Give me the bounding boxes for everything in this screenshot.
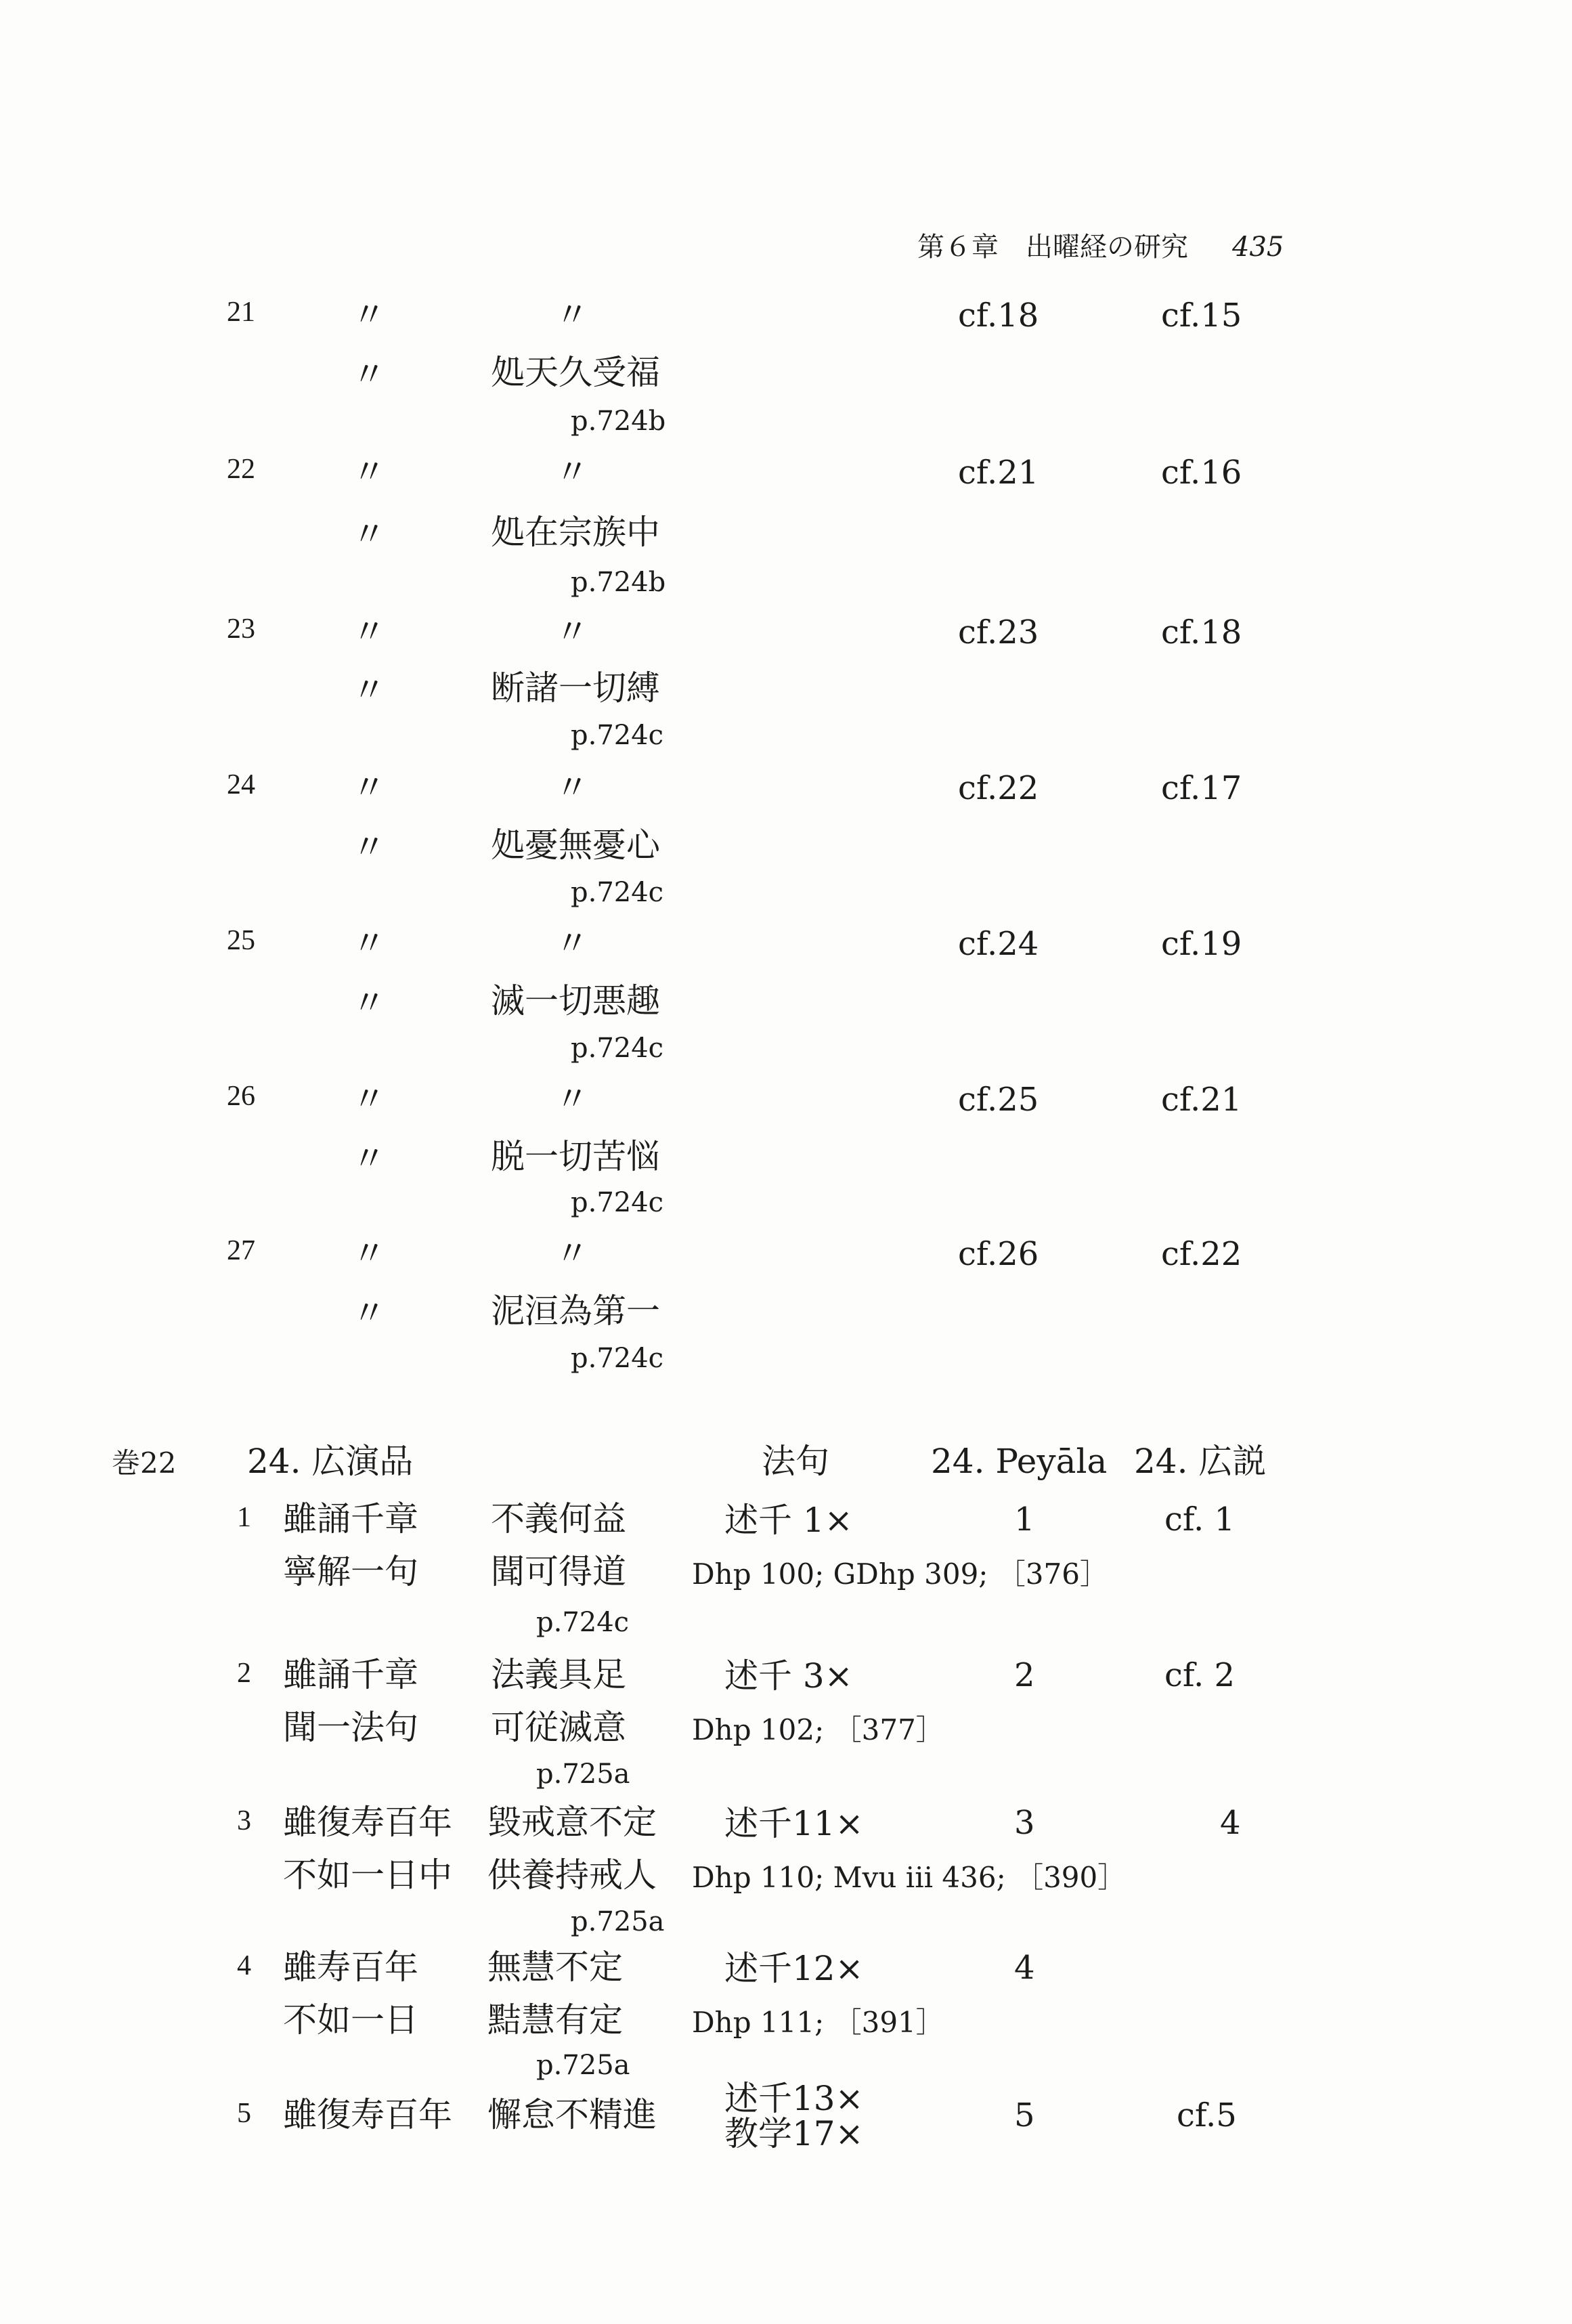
shu-reference: 述千 1× bbox=[724, 1501, 853, 1540]
entry-number: 2 bbox=[237, 1658, 251, 1689]
pali-number: 4 bbox=[1014, 1949, 1035, 1987]
verse-line-a: 雖復寿百年 bbox=[283, 2095, 452, 2134]
sanskrit-reference: cf.5 bbox=[1177, 2096, 1237, 2134]
parallel-references: Dhp 102; ［377］ bbox=[692, 1713, 944, 1746]
ditto-mark: 〃 bbox=[352, 983, 386, 1023]
cf-reference: cf.25 bbox=[958, 1081, 1039, 1119]
page-reference: p.725a bbox=[536, 1759, 630, 1790]
ditto-mark: 〃 bbox=[352, 452, 386, 492]
ditto-mark: 〃 bbox=[555, 768, 589, 807]
ditto-mark: 〃 bbox=[352, 612, 386, 651]
sanskrit-reference: 4 bbox=[1220, 1804, 1241, 1842]
column-header-faju: 法句 bbox=[762, 1442, 829, 1481]
page-reference: p.725a bbox=[536, 2050, 630, 2081]
entry-number: 4 bbox=[237, 1950, 251, 1981]
shu-reference: 述千12× bbox=[724, 1949, 864, 1988]
page-reference: p.724c bbox=[571, 1343, 664, 1374]
verse-phrase: 処天久受福 bbox=[491, 353, 660, 392]
page-reference: p.724c bbox=[571, 1033, 664, 1064]
parallel-references: Dhp 110; Mvu iii 436; ［390］ bbox=[692, 1861, 1127, 1894]
chapter-title: 24. 広演品 bbox=[247, 1442, 414, 1481]
shu-reference: 述千13× bbox=[724, 2079, 864, 2118]
cf-reference: cf.17 bbox=[1161, 769, 1242, 807]
verse-phrase: 脱一切苦悩 bbox=[491, 1137, 660, 1176]
parallel-references: Dhp 100; GDhp 309; ［376］ bbox=[692, 1557, 1108, 1591]
verse-line-b2: 供養持戒人 bbox=[487, 1855, 657, 1895]
pali-number: 1 bbox=[1014, 1501, 1035, 1538]
jiaoxue-reference: 教学17× bbox=[724, 2114, 864, 2153]
ditto-mark: 〃 bbox=[555, 1079, 589, 1119]
ditto-mark: 〃 bbox=[352, 924, 386, 963]
running-header-chapter: 第６章 出曜経の研究 bbox=[917, 232, 1188, 263]
verse-line-b: 毀戒意不定 bbox=[487, 1803, 657, 1842]
ditto-mark: 〃 bbox=[555, 295, 589, 335]
sanskrit-reference: cf. 2 bbox=[1164, 1656, 1235, 1694]
ditto-mark: 〃 bbox=[352, 355, 386, 394]
parallel-references: Dhp 111; ［391］ bbox=[692, 2006, 944, 2039]
ditto-mark: 〃 bbox=[555, 452, 589, 492]
verse-line-b: 不義何益 bbox=[491, 1499, 626, 1538]
verse-line-b: 無慧不定 bbox=[487, 1948, 623, 1987]
ditto-mark: 〃 bbox=[352, 827, 386, 867]
sanskrit-reference: cf. 1 bbox=[1164, 1501, 1235, 1538]
verse-phrase: 滅一切悪趣 bbox=[491, 981, 660, 1020]
ditto-mark: 〃 bbox=[352, 1293, 386, 1333]
cf-reference: cf.22 bbox=[1161, 1235, 1242, 1273]
page-reference: p.724c bbox=[571, 720, 664, 751]
cf-reference: cf.18 bbox=[958, 297, 1039, 335]
ditto-mark: 〃 bbox=[555, 1234, 589, 1273]
verse-line-b2: 聞可得道 bbox=[491, 1552, 626, 1591]
pali-number: 3 bbox=[1014, 1804, 1035, 1842]
column-header-pali: 24. Peyāla bbox=[931, 1442, 1108, 1481]
entry-number: 21 bbox=[227, 297, 255, 328]
pali-number: 5 bbox=[1014, 2096, 1035, 2134]
verse-phrase: 処憂無憂心 bbox=[491, 825, 660, 865]
cf-reference: cf.21 bbox=[958, 454, 1039, 492]
volume-label: 巻22 bbox=[112, 1446, 177, 1480]
verse-line-b: 法義具足 bbox=[491, 1655, 626, 1694]
ditto-mark: 〃 bbox=[352, 295, 386, 335]
shu-reference: 述千 3× bbox=[724, 1656, 853, 1696]
cf-reference: cf.21 bbox=[1161, 1081, 1242, 1119]
entry-number: 1 bbox=[237, 1502, 251, 1533]
page-reference: p.724c bbox=[571, 1187, 664, 1218]
page-reference: p.724b bbox=[571, 406, 666, 437]
verse-line-a: 雖誦千章 bbox=[283, 1655, 418, 1694]
cf-reference: cf.15 bbox=[1161, 297, 1242, 335]
entry-number: 27 bbox=[227, 1235, 255, 1266]
ditto-mark: 〃 bbox=[352, 1234, 386, 1273]
ditto-mark: 〃 bbox=[555, 612, 589, 651]
page-reference: p.725a bbox=[571, 1906, 665, 1937]
entry-number: 5 bbox=[237, 2098, 251, 2129]
verse-line-a2: 聞一法句 bbox=[283, 1708, 418, 1747]
cf-reference: cf.16 bbox=[1161, 454, 1242, 492]
entry-number: 3 bbox=[237, 1805, 251, 1836]
pali-number: 2 bbox=[1014, 1656, 1035, 1694]
cf-reference: cf.26 bbox=[958, 1235, 1039, 1273]
verse-line-a: 雖誦千章 bbox=[283, 1499, 418, 1538]
column-header-sanskrit: 24. 広説 bbox=[1134, 1442, 1267, 1481]
verse-line-a2: 不如一日 bbox=[283, 2000, 418, 2040]
page-number: 435 bbox=[1232, 232, 1284, 263]
cf-reference: cf.24 bbox=[958, 925, 1039, 963]
cf-reference: cf.22 bbox=[958, 769, 1039, 807]
ditto-mark: 〃 bbox=[352, 1079, 386, 1119]
verse-line-b2: 可従滅意 bbox=[491, 1708, 626, 1747]
verse-phrase: 断諸一切縛 bbox=[491, 668, 660, 708]
ditto-mark: 〃 bbox=[352, 670, 386, 710]
verse-line-a: 雖寿百年 bbox=[283, 1948, 418, 1987]
verse-line-b: 懈怠不精進 bbox=[487, 2095, 657, 2134]
verse-phrase: 泥洹為第一 bbox=[491, 1291, 660, 1331]
verse-line-b2: 黠慧有定 bbox=[487, 2000, 623, 2040]
entry-number: 22 bbox=[227, 454, 255, 485]
page-reference: p.724b bbox=[571, 567, 666, 598]
entry-number: 25 bbox=[227, 925, 255, 956]
shu-reference: 述千11× bbox=[724, 1804, 864, 1843]
ditto-mark: 〃 bbox=[352, 1139, 386, 1178]
ditto-mark: 〃 bbox=[555, 924, 589, 963]
cf-reference: cf.18 bbox=[1161, 614, 1242, 651]
verse-line-a2: 寧解一句 bbox=[283, 1552, 418, 1591]
entry-number: 23 bbox=[227, 614, 255, 645]
entry-number: 26 bbox=[227, 1081, 255, 1112]
entry-number: 24 bbox=[227, 769, 255, 800]
cf-reference: cf.19 bbox=[1161, 925, 1242, 963]
cf-reference: cf.23 bbox=[958, 614, 1039, 651]
verse-line-a: 雖復寿百年 bbox=[283, 1803, 452, 1842]
page-reference: p.724c bbox=[536, 1607, 630, 1638]
ditto-mark: 〃 bbox=[352, 768, 386, 807]
verse-phrase: 処在宗族中 bbox=[491, 513, 660, 552]
ditto-mark: 〃 bbox=[352, 515, 386, 554]
page-reference: p.724c bbox=[571, 877, 664, 908]
verse-line-a2: 不如一日中 bbox=[283, 1855, 452, 1895]
